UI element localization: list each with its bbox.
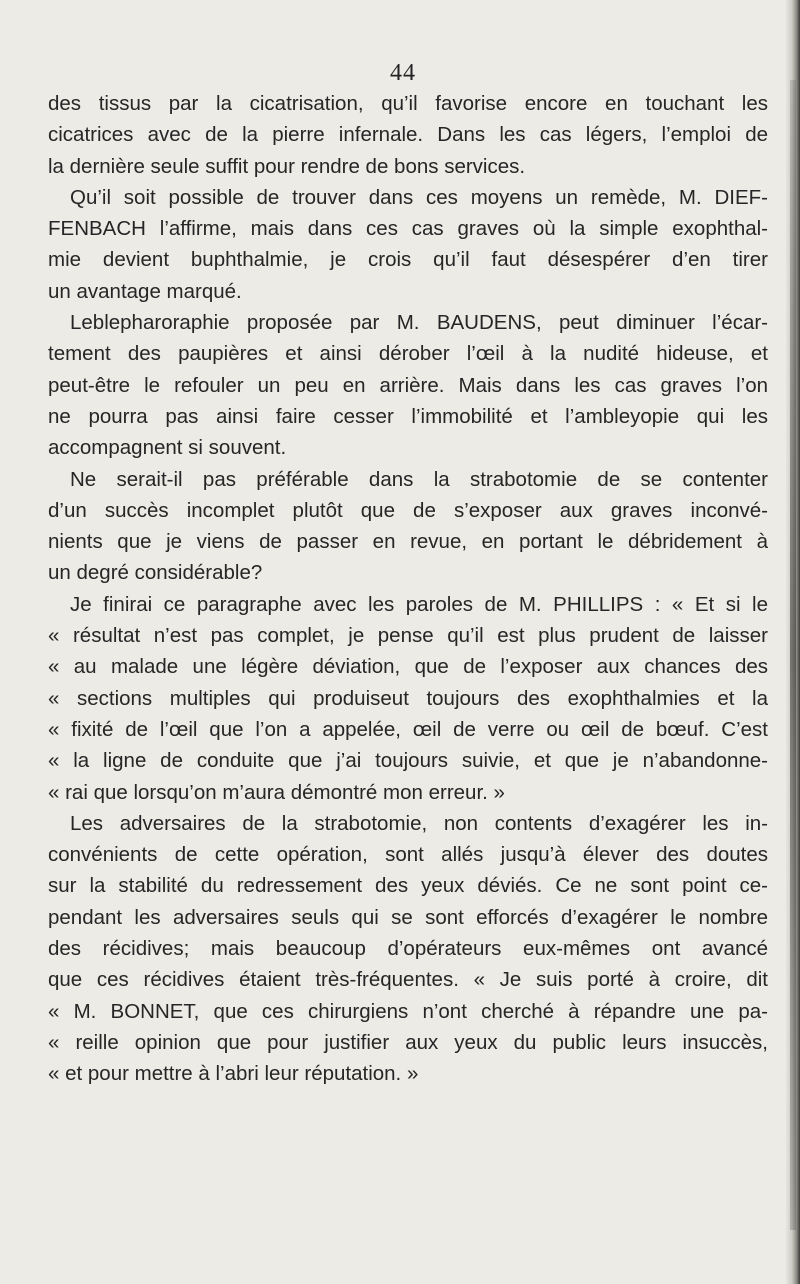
text-line: mie devient buphthalmie, je crois qu’il faut désespérer d’en tirer (48, 248, 768, 272)
text-line: que ces récidives étaient très-fréquentes. « Je suis porté à croire, dit (48, 968, 768, 992)
text-line: Ne serait-il pas préférable dans la strabotomie de se contenter (70, 467, 768, 491)
text-line: « M. BONNET, que ces chirurgiens n’ont cherché à répandre une pa- (48, 999, 768, 1023)
text-line: nients que je viens de passer en revue, en portant le débridement à (48, 530, 768, 554)
text-line: des récidives; mais beaucoup d’opérateurs eux-mêmes ont avancé (48, 937, 768, 961)
text-line: la dernière seule suffit pour rendre de bons services. (48, 154, 526, 178)
text-line: « et pour mettre à l’abri leur réputation. » (48, 1062, 419, 1086)
text-line: ne pourra pas ainsi faire cesser l’immobilité et l’ambleyopie qui les (48, 404, 768, 428)
text-line: d’un succès incomplet plutôt que de s’exposer aux graves inconvé- (48, 498, 768, 522)
text-line: « la ligne de conduite que j’ai toujours suivie, et que je n’abandonne- (48, 749, 768, 773)
text-line: un avantage marqué. (48, 279, 242, 303)
text-line: des tissus par la cicatrisation, qu’il favorise encore en touchant les (48, 92, 768, 115)
text-line: cicatrices avec de la pierre infernale. Dans les cas légers, l’emploi de (48, 123, 768, 147)
text-line: « fixité de l’œil que l’on a appelée, œil de verre ou œil de bœuf. C’est (48, 717, 768, 741)
text-line: « reille opinion que pour justifier aux yeux du public leurs insuccès, (48, 1030, 768, 1054)
text-line: accompagnent si souvent. (48, 436, 287, 460)
text-line: « au malade une légère déviation, que de l’exposer aux chances des (48, 655, 768, 679)
text-line: tement des paupières et ainsi dérober l’œil à la nudité hideuse, et (48, 342, 768, 366)
body-text (48, 88, 768, 1090)
text-line: Les adversaires de la strabotomie, non contents d’exagérer les in- (70, 811, 768, 835)
text-line: « rai que lorsqu’on m’aura démontré mon erreur. » (48, 780, 505, 804)
text-line: peut-être le refouler un peu en arrière. Mais dans les cas graves l’on (48, 373, 768, 397)
text-line: Je finirai ce paragraphe avec les paroles de M. PHILLIPS : « Et si le (70, 592, 768, 616)
text-line: « résultat n’est pas complet, je pense qu’il est plus prudent de laisser (48, 624, 768, 648)
text-line: « sections multiples qui produiseut toujours des exophthalmies et la (48, 686, 768, 710)
text-line: FENBACH l’affirme, mais dans ces cas graves où la simple exophthal- (48, 217, 768, 241)
text-line: pendant les adversaires seuls qui se sont efforcés d’exagérer le nombre (48, 905, 768, 929)
text-line: un degré considérable? (48, 561, 263, 585)
text-line: convénients de cette opération, sont allés jusqu’à élever des doutes (48, 843, 768, 867)
text-line: Leblepharoraphie proposée par M. BAUDENS, peut diminuer l’écar- (70, 311, 768, 335)
page-number: 44 (390, 60, 416, 86)
text-line: sur la stabilité du redressement des yeux déviés. Ce ne sont point ce- (48, 874, 768, 898)
text-line: Qu’il soit possible de trouver dans ces moyens un remède, M. DIEF- (70, 185, 768, 209)
binding-shadow (790, 80, 796, 1230)
